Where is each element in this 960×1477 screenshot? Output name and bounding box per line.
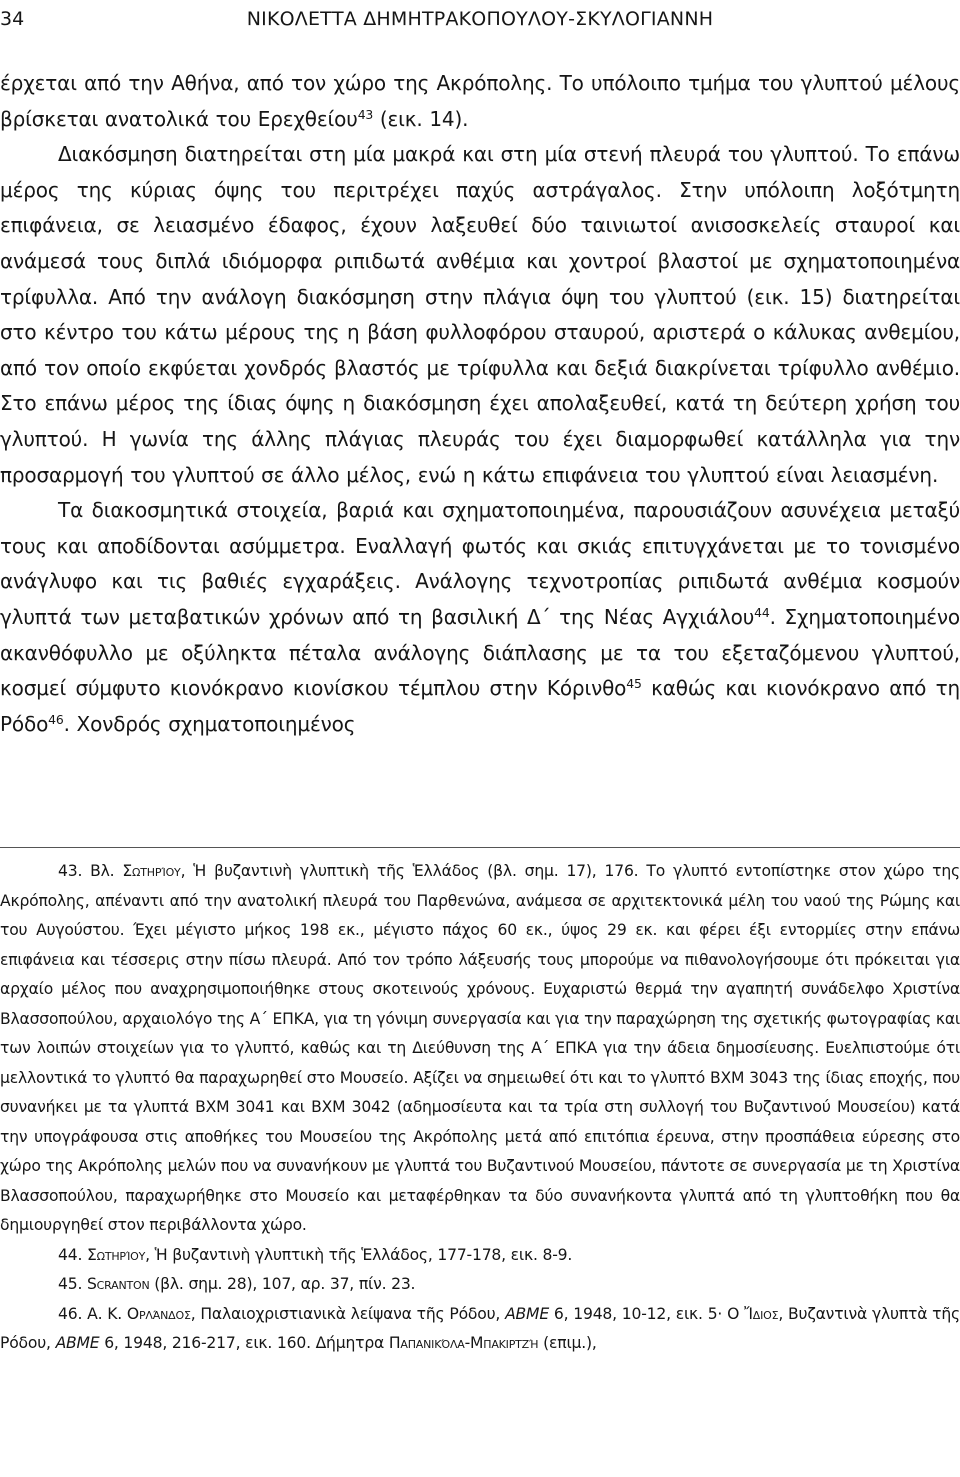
paragraph-3-text-a: Τα διακοσμητικά στοιχεία, βαριά και σχηματοποιημένα, παρουσιάζουν ασυνέχεια μεταξύ τους και αποδίδονται ασύμμετρα. Εναλλαγή φωτός και σκιάς επιτυγχάνεται με το τονισμένο ανάγλυφο και τις βαθιές εγχαράξεις. Ανάλογης τεχνοτροπίας ριπιδωτά ανθέμια κοσμούν γλυπτά των μεταβατικών χρόνων από τη βασιλική Δ΄ της Νέας Αγχιάλου bbox=[0, 498, 960, 629]
footnote-43 bbox=[0, 857, 960, 1241]
footnote-45-text: (βλ. σημ. 28), 107, αρ. 37, πίν. 23. bbox=[149, 1275, 416, 1293]
footnote-46-journal-a: ΑΒΜΕ bbox=[505, 1304, 549, 1323]
footnote-ref-45[interactable]: 45 bbox=[626, 676, 642, 692]
footnote-46-text-b: 6, 1948, 10-12, εικ. 5· Ο bbox=[548, 1304, 745, 1323]
footnote-43-author: Σωτηρίου bbox=[122, 862, 181, 880]
paragraph-3 bbox=[0, 493, 960, 742]
paragraph-1-text-b: (εικ. 14). bbox=[373, 106, 469, 131]
footnote-46-number: 46. Α. Κ. bbox=[58, 1304, 127, 1323]
footnote-44-author: Σωτηρίου bbox=[86, 1245, 146, 1264]
footnote-46-text-a: , Παλαιοχριστιανικὰ λείψανα τῆς Ρόδου, bbox=[190, 1304, 506, 1323]
footnote-44 bbox=[0, 1241, 960, 1271]
footnote-46 bbox=[0, 1300, 960, 1359]
footnote-45-author: Scranton bbox=[86, 1275, 150, 1293]
footnote-46-text-e: (επιμ.), bbox=[538, 1334, 597, 1352]
running-title: ΝΙΚΟΛΕΤΤΑ ΔΗΜΗΤΡΑΚΟΠΟΥΛΟΥ-ΣΚΥΛΟΓΙΑΝΝΗ bbox=[246, 8, 714, 30]
footnote-46-idem: Ἴδιος bbox=[744, 1304, 779, 1323]
footnote-43-text: , Ἡ βυζαντινὴ γλυπτικὴ τῆς Ἑλλάδος (βλ. σημ. 17), 176. Το γλυπτό εντοπίστηκε στον χώρο της Ακρόπολης, απέναντι από την ανατολική πλευρά του Παρθενώνα, ανάμεσα σε αρχιτεκτονικά μέλη του ναού της Ρώμης και του Αυγούστου. Έχει μέγιστο μήκος 198 εκ., μέγιστο πάχος 60 εκ., ύψος 29 εκ. και φέρει έξι εντορμίες στην επάνω επιφάνεια και τέσσερις στην πίσω πλευρά. Από τον τρόπο λάξευσής τους μπορούμε να πιθανολογήσουμε ότι πρόκειται για αρχαίο μέλος που αναχρησιμοποιήθηκε στους σκοτεινούς χρόνους. Ευχαριστώ θερμά την αγαπητή συνάδελφο Χριστίνα Βλασσοπούλου, αρχαιολόγο της Α΄ ΕΠΚΑ, για τη γόνιμη συνεργασία και για την παραχώρηση της σχετικής φωτογραφίας και των λοιπών στοιχείων για το γλυπτό, καθώς και τη Διεύθυνση της Α΄ ΕΠΚΑ για την άδεια δημοσίευσης. Ευελπιστούμε ότι μελλοντικά το γλυπτό θα παραχωρηθεί στο Μουσείο. Αξίζει να σημειωθεί ότι και το γλυπτό ΒΧΜ 3043 της ίδιας εποχής, που συνανήκει με τα γλυπτά ΒΧΜ 3041 και ΒΧΜ 3042 (αδημοσίευτα και τα τρία στη συλλογή του Βυζαντινού Μουσείου) κατά την υπογράφουσα στις αποθήκες του Μουσείου της Ακρόπολης μετά από επιτόπια έρευνα, στην προσπάθεια εύρεσης στο χώρο της Ακρόπολης μελών που να συνανήκουν με γλυπτά του Βυζαντινού Μουσείου, πάντοτε σε συνεργασία με τη Χριστίνα Βλασσοπούλου, παραχωρήθηκε στο Μουσείο και μεταφέρθηκαν τα δύο συνανήκοντα γλυπτά από τη γλυπτοθήκη που θα δημιουργηθεί στον περιβάλλοντα χώρο. bbox=[0, 862, 960, 1234]
footnote-46-journal-b: ΑΒΜΕ bbox=[55, 1334, 100, 1352]
paragraph-3-text-d: . Χονδρός σχηματοποιημένος bbox=[63, 711, 356, 736]
page-header bbox=[0, 2, 960, 36]
footnote-ref-46[interactable]: 46 bbox=[48, 711, 64, 727]
footnote-46-editor: Παπανικόλα-Μπακιρτζή bbox=[388, 1334, 539, 1352]
paragraph-1-text-a: έρχεται από την Αθήνα, από τον χώρο της Ακρόπολης. Το υπόλοιπο τμήμα του γλυπτού μέλους βρίσκεται ανατολικά του Ερεχθείου bbox=[0, 71, 960, 131]
footnote-divider bbox=[0, 847, 960, 848]
footnote-45 bbox=[0, 1270, 960, 1300]
paragraph-2: Διακόσμηση διατηρείται στη μία μακρά και στη μία στενή πλευρά του γλυπτού. Το επάνω μέρος της κύριας όψης του περιτρέχει παχύς αστράγαλος. Στην υπόλοιπη λοξότμητη επιφάνεια, σε λειασμένο έδαφος, έχουν λαξευθεί δύο ταινιωτοί ανισοσκελείς σταυροί και ανάμεσά τους διπλά ιδιόμορφα ριπιδωτά ανθέμια και χοντροί βλαστοί με σχηματοποιημένα τρίφυλλα. Από την ανάλογη διακόσμηση στην πλάγια όψη του γλυπτού (εικ. 15) διατηρείται στο κέντρο του κάτω μέρους της η βάση φυλλοφόρου σταυρού, αριστερά ο κάλυκας ανθεμίου, από τον οποίο εκφύεται χονδρός βλαστός με τρίφυλλα και δεξιά διακρίνεται τρίφυλλο ανθέμιο. Στο επάνω μέρος της ίδιας όψης η διακόσμηση έχει απολαξευθεί, κατά τη δεύτερη χρήση του γλυπτού. Η γωνία της άλλης πλάγιας πλευράς του έχει διαμορφωθεί κατάλληλα για την προσαρμογή του γλυπτού σε άλλο μέλος, ενώ η κάτω επιφάνεια του γλυπτού είναι λειασμένη. bbox=[0, 142, 960, 487]
footnote-ref-43[interactable]: 43 bbox=[357, 106, 374, 122]
page-number: 34 bbox=[0, 8, 25, 30]
paragraph-3-text-b: . Σχηματοποιημένο ακανθόφυλλο με οξύληκτα πέταλα ανάλογης διάπλασης με τα του εξεταζόμενου γλυπτού, κοσμεί σύμφυτο κιονόκρανο κιονίσκου τέμπλου στην Κόρινθο bbox=[0, 604, 960, 701]
footnote-43-number: 43. Βλ. bbox=[58, 862, 123, 880]
paragraph-1 bbox=[0, 66, 960, 137]
paragraph-3-text-c: καθώς και κιονόκρανο από τη Ρόδο bbox=[0, 676, 960, 736]
footnotes bbox=[0, 857, 960, 1359]
footnote-46-author: Ορλάνδος bbox=[126, 1304, 191, 1323]
footnote-44-text: , Ἡ βυζαντινὴ γλυπτικὴ τῆς Ἑλλάδος, 177-178, εικ. 8-9. bbox=[145, 1245, 573, 1264]
footnote-46-text-d: 6, 1948, 216-217, εικ. 160. Δήμητρα bbox=[99, 1334, 389, 1352]
footnote-ref-44[interactable]: 44 bbox=[754, 605, 770, 621]
footnote-44-number: 44. bbox=[58, 1245, 87, 1264]
footnote-45-number: 45. bbox=[58, 1275, 87, 1293]
footnote-46-text-c: , Βυζαντινὰ γλυπτὰ τῆς Ρόδου, bbox=[0, 1304, 960, 1352]
main-text bbox=[0, 66, 960, 742]
